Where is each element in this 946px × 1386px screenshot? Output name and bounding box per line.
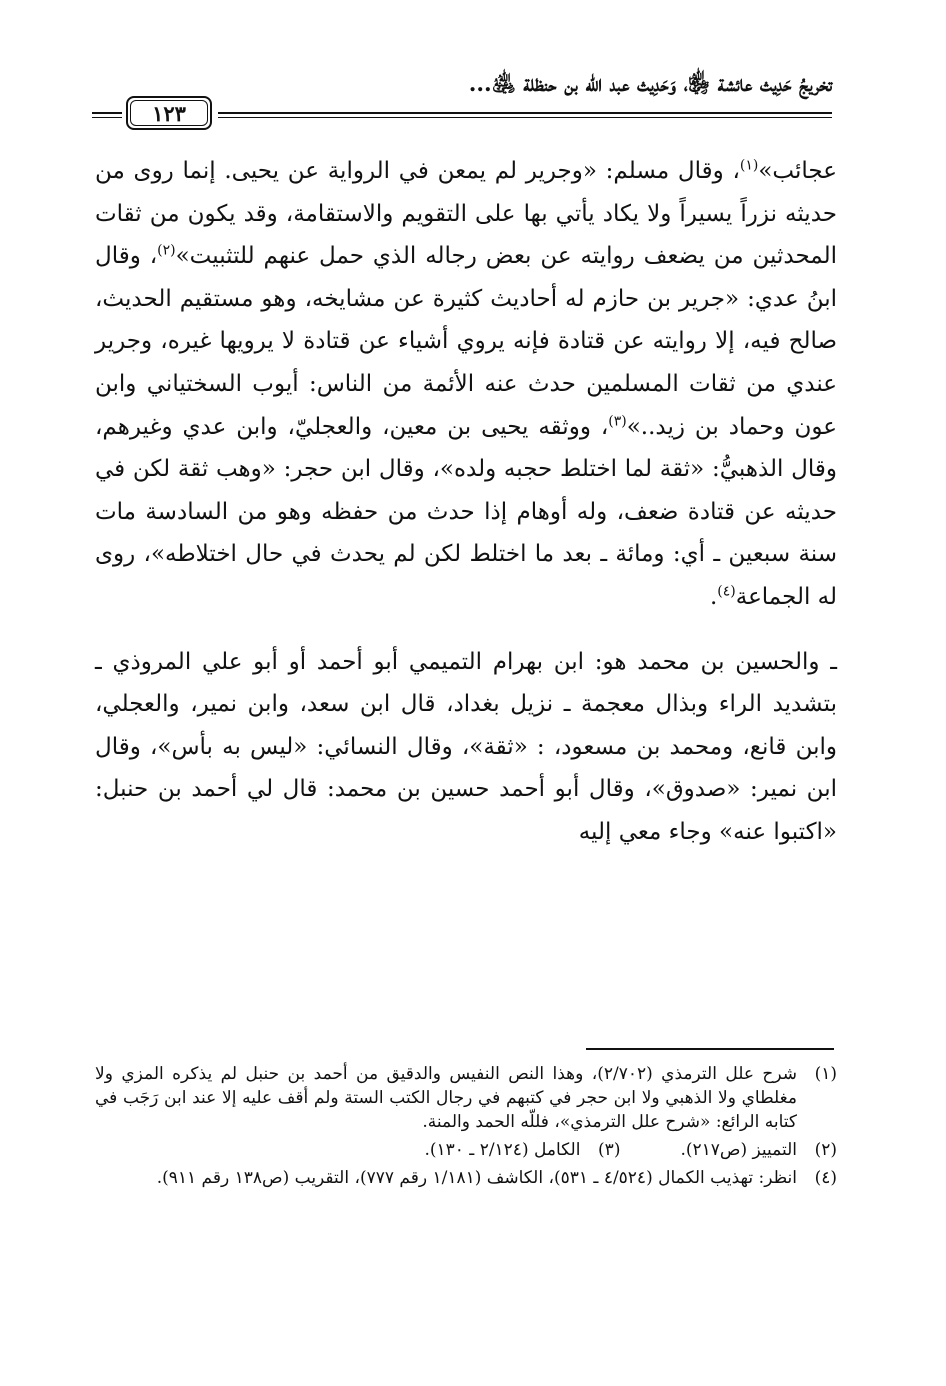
paragraph <box>95 641 837 854</box>
footnote-separator <box>586 1048 834 1050</box>
paragraph-text: . <box>709 583 718 610</box>
paragraph-text: ـ والحسين بن محمد هو: ابن بهرام التميمي أبو أحمد أو أبو علي المروذي ـ بتشديد الراء وبذال معجمة ـ نزيل بغداد، قال ابن سعد، وابن نمير، والعجلي، وابن قانع، ومحمد بن مسعود، : «ثقة»، وقال النسائي: «ليس به بأس»، وقال ابن نمير: «صدوق»، وقال أبو أحمد حسين بن محمد: قال لي أحمد بن حنبل: «اكتبوا عنه» وجاء معي إليه <box>95 648 837 845</box>
header-rule-left-thin <box>92 117 122 118</box>
footnote-4 <box>95 1166 837 1190</box>
paragraph-text: ، وقال ابنُ عدي: «جرير بن حازم له أحاديث كثيرة عن مشايخه، وهو مستقيم الحديث، صالح فيه، إلا روايته عن قتادة فإنه يروي أشياء عن قتادة لا يرويها غيره، وجرير عندي من ثقات المسلمين حدث عنه الأئمة من الناس: أيوب السختياني وابن عون وحماد بن زيد..» <box>95 243 837 440</box>
footnote-row <box>95 1138 837 1162</box>
footnote-2 <box>680 1138 837 1162</box>
header-rule-left <box>92 112 122 114</box>
footnote-text: التمييز (ص٢١٧). <box>680 1140 797 1160</box>
footnote-text: انظر: تهذيب الكمال (٤/٥٢٤ ـ ٥٣١)، الكاشف (١/١٨١ رقم ٧٧٧)، التقريب (ص١٣٨ رقم ٩١١). <box>156 1168 797 1188</box>
footnote-ref: (٤) <box>717 583 736 600</box>
paragraph-text: عجائب» <box>758 158 837 184</box>
paragraph-text: ، وقال مسلم: «وجرير لم يمعن في الرواية عن يحيى. إنما روى من حديثه نزراً يسيراً ولا يكاد يأتي بها على التقويم والاستقامة، وقد يكون من ثقات المحدثين من يضعف روايته عن بعض رجاله الذي حمل عنهم للتثبيت» <box>95 158 837 270</box>
footnote-ref: (٣) <box>608 412 627 429</box>
footnote-ref: (١) <box>739 157 759 174</box>
footnote-number: (٣) <box>598 1140 621 1160</box>
footnote-1 <box>95 1062 837 1134</box>
page-header <box>92 70 832 132</box>
footnote-text: الكامل (٢/١٢٤ ـ ١٣٠). <box>424 1140 581 1160</box>
main-text <box>95 150 837 854</box>
footnote-text: شرح علل الترمذي (٢/٧٠٢)، وهذا النص النفيس والدقيق من أحمد بن حنبل لم يذكره المزي ولا مغلطاي ولا الذهبي ولا ابن حجر في كتبهم في رجال الكتب الستة ولم أقف عليه إلا عند ابن رَجَب في كتابه الرائع: «شرح علل الترمذي»، فللّه الحمد والمنة. <box>95 1064 797 1132</box>
header-rule-thin <box>218 117 832 118</box>
paragraph-text: ، ووثقه يحيى بن معين، والعجليّ، وابن عدي وغيرهم، وقال الذهبيُّ: «ثقة لما اختلط حجبه ولده»، وقال ابن حجر: «وهب ثقة لكن في حديثه عن قتادة ضعف، وله أوهام إذا حدث من حفظه وهو من السادسة مات سنة سبعين ـ أي: ومائة ـ بعد ما اختلط لكن لم يحدث في حال اختلاطه»، روى له الجماعة <box>95 413 837 610</box>
footnote-number: (٢) <box>814 1140 837 1160</box>
footnote-number: (١) <box>814 1064 837 1084</box>
page-number: ١٢٣ <box>130 100 208 126</box>
page-number-frame <box>126 96 212 130</box>
running-title: تخريجُ حَدِيث عائشة ﵂، وَحَدِيث عبد الله بن حنظلة ﵁... <box>468 71 832 97</box>
footnote-ref: (٢) <box>157 242 176 259</box>
footnote-3 <box>424 1138 620 1162</box>
footnote-number: (٤) <box>814 1168 837 1188</box>
footnotes <box>95 1062 837 1194</box>
paragraph <box>95 150 837 619</box>
header-rule <box>218 112 832 114</box>
